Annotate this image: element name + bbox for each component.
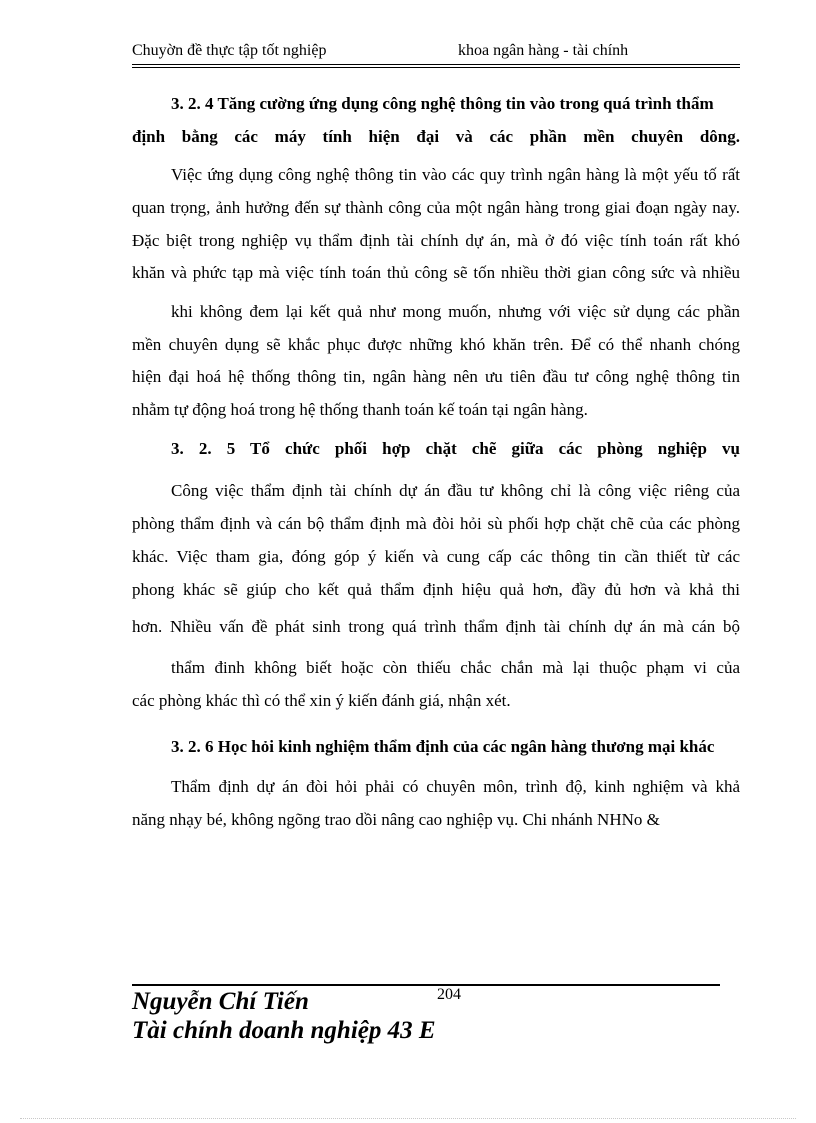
body-line: Đặc biệt trong nghiệp vụ thẩm định tài chính dự án, mà ở đó việc tính toán rất khó (132, 231, 740, 250)
heading-3-2-6: 3. 2. 6 Học hỏi kinh nghiệm thẩm định của các ngân hàng thương mại khác (171, 737, 715, 756)
body-line: thẩm đinh không biết hoặc còn thiếu chắc chắn mà lại thuộc phạm vi của (171, 658, 740, 677)
body-line: Thẩm định dự án đòi hỏi phải có chuyên môn, trình độ, kinh nghiệm và khả (171, 777, 740, 796)
body-line: mền chuyên dụng sẽ khắc phục được những khó khăn trên. Để có thể nhanh chóng (132, 335, 740, 354)
heading-3-2-4-line-2: định bằng các máy tính hiện đại và các phần mền chuyên dông. (132, 127, 740, 146)
footer-rule (132, 984, 720, 986)
page-number: 204 (437, 986, 461, 1003)
body-line: quan trọng, ảnh hưởng đến sự thành công của một ngân hàng trong giai đoạn ngày nay. (132, 198, 740, 217)
body-line: hơn. Nhiều vấn đề phát sinh trong quá trình thẩm định tài chính dự án mà cán bộ (132, 617, 740, 636)
body-line: các phòng khác thì có thể xin ý kiến đánh giá, nhận xét. (132, 691, 511, 710)
body-line: khác. Việc tham gia, đóng góp ý kiến và cung cấp các thông tin cần thiết từ các (132, 547, 740, 566)
body-line: hiện đại hoá hệ thống thông tin, ngân hàng nên ưu tiên đầu tư công nghệ thông tin (132, 367, 740, 386)
body-line: khăn và phức tạp mà việc tính toán thủ công sẽ tốn nhiều thời gian công sức và nhiều (132, 263, 740, 282)
heading-3-2-5: 3. 2. 5 Tổ chức phối hợp chặt chẽ giữa các phòng nghiệp vụ (171, 439, 740, 458)
header-rule-second (132, 67, 740, 68)
body-line: khi không đem lại kết quả như mong muốn, nhưng với việc sử dụng các phần (171, 302, 740, 321)
header-right: khoa ngân hàng - tài chính (458, 42, 629, 59)
heading-3-2-4-line-1: 3. 2. 4 Tăng cường ứng dụng công nghệ thông tin vào trong quá trình thẩm (171, 94, 714, 113)
body-line: nhằm tự động hoá trong hệ thống thanh toán kế toán tại ngân hàng. (132, 400, 588, 419)
header-rule (132, 64, 740, 65)
body-line: phong khác sẽ giúp cho kết quả thẩm định hiệu quả hơn, đầy đủ hơn và khả thi (132, 580, 740, 599)
body-line: năng nhạy bé, không ngõng trao dồi nâng cao nghiệp vụ. Chi nhánh NHNo & (132, 810, 660, 829)
footer-class: Tài chính doanh nghiệp 43 E (132, 1017, 436, 1044)
page-bottom-dotted-border (20, 1118, 796, 1119)
header-left: Chuyờn đề thực tập tốt nghiệp (132, 42, 327, 59)
body-line: phòng thẩm định và cán bộ thẩm định mà đòi hỏi sù phối hợp chặt chẽ của các phòng (132, 514, 740, 533)
footer-author: Nguyễn Chí Tiến (132, 988, 309, 1015)
body-line: Việc ứng dụng công nghệ thông tin vào các quy trình ngân hàng là một yếu tố rất (171, 165, 740, 184)
body-line: Công việc thẩm định tài chính dự án đầu tư không chỉ là công việc riêng của (171, 481, 740, 500)
